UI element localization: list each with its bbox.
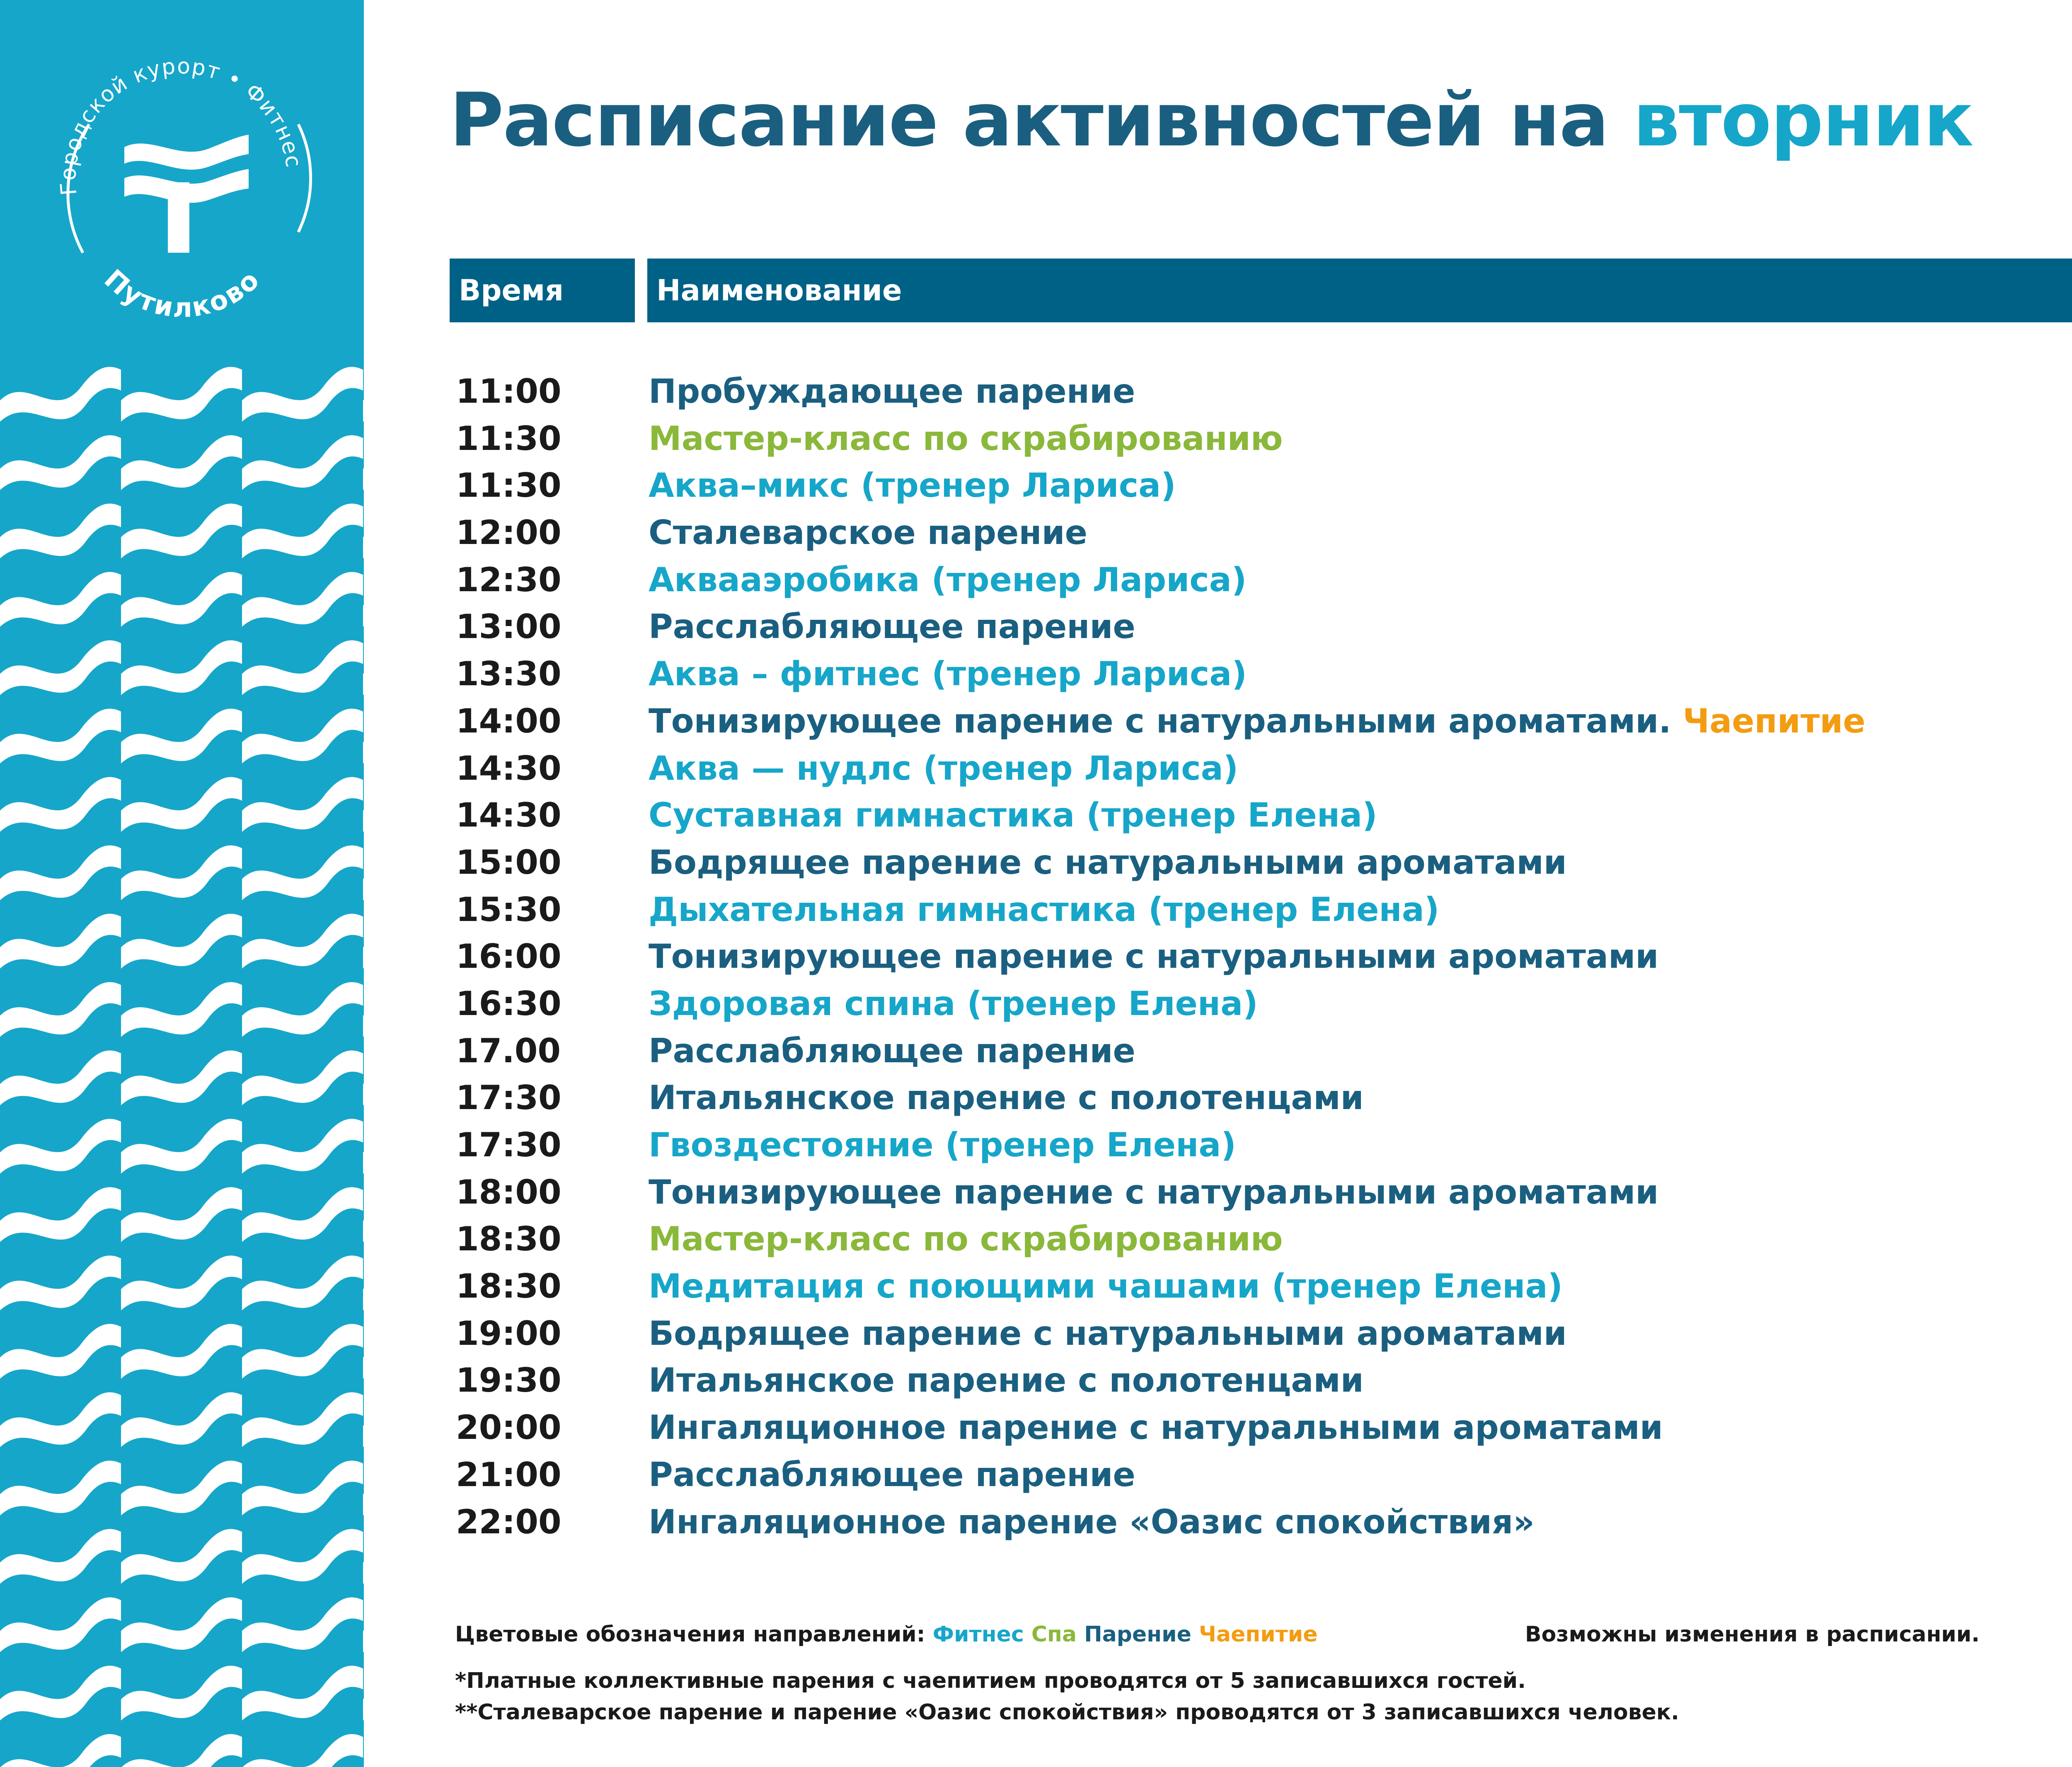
row-activity — [649, 839, 1567, 886]
legend-fitness: Фитнес — [932, 1622, 1024, 1647]
row-time: 20:00 — [456, 1408, 562, 1447]
row-activity-name: Пробуждающее парение — [649, 372, 1135, 411]
table-row — [0, 1404, 2072, 1451]
row-activity — [649, 1499, 1535, 1546]
table-row — [0, 1263, 2072, 1310]
table-row — [0, 886, 2072, 933]
row-activity-name: Суставная гимнастика (тренер Елена) — [649, 796, 1377, 835]
table-row — [0, 603, 2072, 650]
row-time: 11:00 — [456, 372, 562, 411]
row-activity — [649, 792, 1377, 839]
row-time: 12:30 — [456, 560, 562, 599]
svg-text:Городской курорт • Фитнес — [56, 54, 306, 196]
row-activity-name: Ингаляционное парение «Оазис спокойствия» — [649, 1502, 1535, 1541]
row-time: 18:30 — [456, 1220, 562, 1259]
table-row — [0, 1357, 2072, 1404]
row-activity-name: Медитация с поющими чашами (тренер Елена) — [649, 1267, 1563, 1306]
row-activity — [649, 1357, 1364, 1404]
row-activity — [649, 698, 1866, 745]
row-time: 21:00 — [456, 1455, 562, 1494]
row-time: 14:30 — [456, 796, 562, 835]
table-row — [0, 368, 2072, 415]
row-activity-name: Тонизирующее парение с натуральными ароматами. — [649, 701, 1671, 740]
row-time: 18:30 — [456, 1267, 562, 1306]
row-activity-name: Аква — нудлс (тренер Лариса) — [649, 749, 1239, 788]
table-row — [0, 792, 2072, 839]
table-row — [0, 1027, 2072, 1075]
row-time: 17:30 — [456, 1078, 562, 1117]
row-activity — [649, 1074, 1364, 1122]
table-row — [0, 650, 2072, 698]
row-activity-name: Итальянское парение с полотенцами — [649, 1078, 1364, 1117]
row-activity — [649, 415, 1283, 462]
row-activity — [649, 462, 1176, 509]
brand-name: Путилково — [98, 263, 266, 324]
footnote-1: *Платные коллективные парения с чаепитием проводятся от 5 записавшихся гостей. — [455, 1668, 1526, 1693]
row-activity-name: Сталеварское парение — [649, 513, 1087, 552]
changes-note: Возможны изменения в расписании. — [1525, 1622, 1980, 1647]
row-time: 14:00 — [456, 701, 562, 740]
table-row — [0, 933, 2072, 980]
row-activity — [649, 1404, 1663, 1451]
row-activity — [649, 980, 1258, 1027]
row-activity-name: Расслабляющее парение — [649, 1455, 1135, 1494]
legend-label: Цветовые обозначения направлений: — [455, 1622, 933, 1647]
row-activity — [649, 1122, 1236, 1169]
row-activity-name: Дыхательная гимнастика (тренер Елена) — [649, 890, 1440, 929]
color-legend — [455, 1620, 1318, 1649]
row-activity — [649, 1169, 1658, 1216]
row-activity — [649, 603, 1135, 650]
page-title — [450, 73, 1973, 168]
row-activity — [649, 886, 1439, 933]
row-activity-name: Расслабляющее парение — [649, 607, 1135, 646]
row-time: 19:30 — [456, 1361, 562, 1400]
row-activity — [649, 745, 1238, 792]
row-activity-name: Здоровая спина (тренер Елена) — [649, 984, 1258, 1023]
row-activity — [649, 368, 1135, 415]
row-activity — [649, 1027, 1135, 1075]
row-activity — [649, 1216, 1283, 1263]
row-time: 12:00 — [456, 513, 562, 552]
table-row — [0, 415, 2072, 462]
table-row — [0, 1122, 2072, 1169]
legend-spa: Спа — [1031, 1622, 1077, 1647]
row-activity-extra: Чаепитие — [1682, 701, 1866, 740]
row-time: 22:00 — [456, 1502, 562, 1541]
row-activity-name: Бодрящее парение с натуральными ароматами — [649, 1314, 1567, 1353]
table-row — [0, 1451, 2072, 1499]
title-main: Расписание активностей на — [450, 77, 1633, 163]
logo-icon — [0, 0, 364, 355]
table-row — [0, 1310, 2072, 1357]
row-time: 17.00 — [456, 1031, 561, 1070]
row-activity-name: Мастер-класс по скрабированию — [649, 419, 1283, 458]
title-accent: вторник — [1633, 77, 1973, 163]
footnote-2: **Сталеварское парение и парение «Оазис спокойствия» проводятся от 3 записавшихся человек. — [455, 1700, 1679, 1725]
row-time: 15:00 — [456, 843, 562, 882]
row-activity-name: Гвоздестояние (тренер Елена) — [649, 1126, 1236, 1164]
schedule-table — [0, 368, 2072, 1545]
logo-block — [0, 0, 364, 355]
row-activity — [649, 1263, 1563, 1310]
row-time: 16:30 — [456, 984, 562, 1023]
row-activity-name: Мастер-класс по скрабированию — [649, 1220, 1283, 1259]
legend-steam: Парение — [1084, 1622, 1191, 1647]
row-activity-name: Аква – фитнес (тренер Лариса) — [649, 655, 1247, 694]
row-time: 11:30 — [456, 466, 562, 505]
row-time: 13:00 — [456, 607, 562, 646]
table-row — [0, 839, 2072, 886]
row-activity — [649, 650, 1247, 698]
table-row — [0, 509, 2072, 556]
row-time: 15:30 — [456, 890, 562, 929]
row-time: 18:00 — [456, 1172, 562, 1211]
row-activity-name: Ингаляционное парение с натуральными ароматами — [649, 1408, 1663, 1447]
row-time: 13:30 — [456, 655, 562, 694]
row-activity-name: Бодрящее парение с натуральными ароматами — [649, 843, 1567, 882]
header-time: Время — [450, 259, 635, 322]
row-activity — [649, 556, 1247, 604]
row-activity-name: Аквааэробика (тренер Лариса) — [649, 560, 1247, 599]
row-activity — [649, 933, 1658, 980]
legend-tea: Чаепитие — [1199, 1622, 1318, 1647]
table-row — [0, 556, 2072, 604]
table-row — [0, 462, 2072, 509]
row-time: 16:00 — [456, 937, 562, 976]
row-activity-name: Тонизирующее парение с натуральными ароматами — [649, 1172, 1659, 1211]
table-row — [0, 1216, 2072, 1263]
row-activity — [649, 1451, 1135, 1499]
table-row — [0, 745, 2072, 792]
row-activity-name: Аква–микс (тренер Лариса) — [649, 466, 1176, 505]
table-row — [0, 1499, 2072, 1546]
table-row — [0, 1074, 2072, 1122]
svg-text:Путилково — [98, 264, 266, 324]
header-name: Наименование — [647, 259, 2072, 322]
row-time: 11:30 — [456, 419, 562, 458]
row-activity-name: Расслабляющее парение — [649, 1031, 1135, 1070]
table-row — [0, 698, 2072, 745]
row-time: 17:30 — [456, 1126, 562, 1164]
row-activity-name: Итальянское парение с полотенцами — [649, 1361, 1364, 1400]
row-activity — [649, 509, 1087, 556]
row-activity-name: Тонизирующее парение с натуральными ароматами — [649, 937, 1659, 976]
row-activity — [649, 1310, 1567, 1357]
row-time: 14:30 — [456, 749, 562, 788]
monogram-icon — [124, 135, 249, 253]
row-time: 19:00 — [456, 1314, 562, 1353]
table-row — [0, 980, 2072, 1027]
table-row — [0, 1169, 2072, 1216]
brand-arc-text: Городской курорт • Фитнес — [56, 53, 306, 196]
